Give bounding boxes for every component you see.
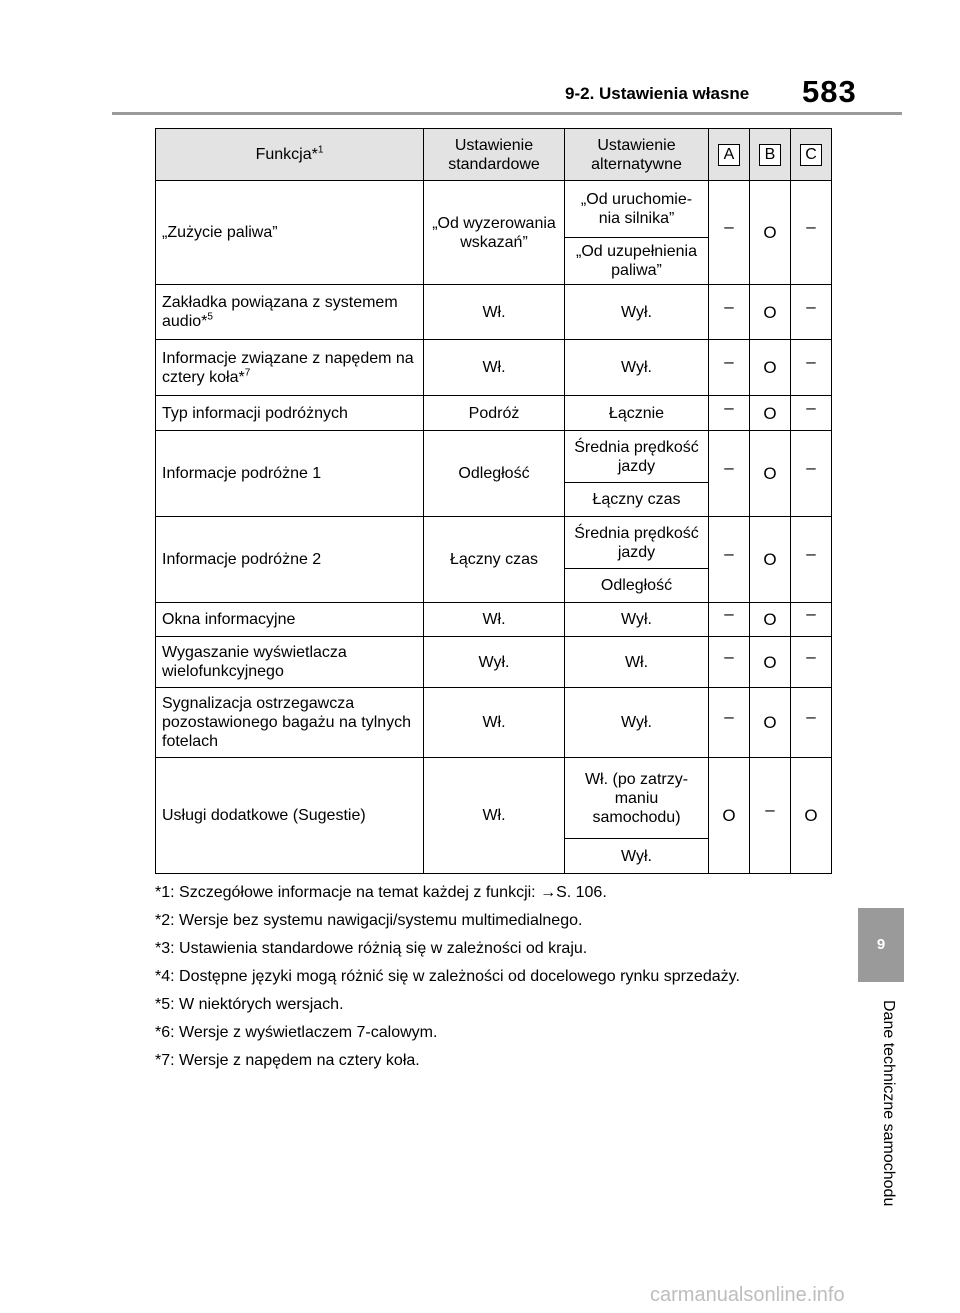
cell-function: „Zużycie paliwa” [156, 181, 424, 285]
cell-default: Wł. [424, 340, 565, 396]
cell-alternative: Wył. [565, 340, 709, 396]
cell-c: – [791, 431, 832, 517]
footnote: *5: W niektórych wersjach. [155, 996, 344, 1013]
cell-function: Informacje podróżne 2 [156, 517, 424, 603]
cell-alternative: Wył. [565, 603, 709, 637]
cell-function: Zakładka powiązana z systemem audio*$^5$ [156, 285, 424, 340]
cell-c: – [791, 637, 832, 688]
cell-b: O [750, 181, 791, 285]
cell-default: Wył. [424, 637, 565, 688]
table-row [156, 603, 832, 637]
cell-alternative: Wył. [565, 839, 709, 874]
cell-c: – [791, 517, 832, 603]
chapter-label: Dane techniczne samochodu [880, 1000, 897, 1207]
table-row [156, 431, 832, 483]
cell-alternative: Odległość [565, 569, 709, 603]
cell-b: O [750, 340, 791, 396]
cell-b: O [750, 285, 791, 340]
cell-default: Łączny czas [424, 517, 565, 603]
column-header-a: A [709, 129, 750, 181]
cell-alternative: Wł. [565, 637, 709, 688]
footnote: *4: Dostępne języki mogą różnić się w zależności od docelowego rynku sprzedaży. [155, 968, 740, 985]
cell-alternative: Wył. [565, 285, 709, 340]
footnote: *7: Wersje z napędem na cztery koła. [155, 1052, 420, 1069]
cell-alternative: Łączny czas [565, 483, 709, 517]
cell-b: – [750, 758, 791, 874]
cell-alternative: „Od uruchomie-nia silnika” [565, 181, 709, 238]
cell-b: O [750, 396, 791, 431]
cell-c: – [791, 396, 832, 431]
footnote: *2: Wersje bez systemu nawigacji/systemu multimedialnego. [155, 912, 583, 929]
cell-c: – [791, 285, 832, 340]
footnote: *3: Ustawienia standardowe różnią się w zależności od kraju. [155, 940, 588, 957]
table-row [156, 340, 832, 396]
cell-default: „Od wyzerowania wskazań” [424, 181, 565, 285]
cell-function: Okna informacyjne [156, 603, 424, 637]
cell-function: Informacje podróżne 1 [156, 431, 424, 517]
table-row [156, 758, 832, 839]
cell-a: – [709, 431, 750, 517]
cell-default: Wł. [424, 688, 565, 758]
cell-a: – [709, 340, 750, 396]
cell-b: O [750, 688, 791, 758]
cell-function: Typ informacji podróżnych [156, 396, 424, 431]
column-header-c: C [791, 129, 832, 181]
cell-a: O [709, 758, 750, 874]
cell-b: O [750, 603, 791, 637]
cell-alternative: „Od uzupełnienia paliwa” [565, 238, 709, 285]
cell-c: – [791, 688, 832, 758]
cell-b: O [750, 517, 791, 603]
table-row [156, 637, 832, 688]
cell-a: – [709, 603, 750, 637]
cell-alternative: Łącznie [565, 396, 709, 431]
cell-alternative: Wł. (po zatrzy-maniu samochodu) [565, 758, 709, 839]
cell-default: Wł. [424, 603, 565, 637]
footnotes [155, 882, 855, 1078]
cell-default: Podróż [424, 396, 565, 431]
settings-table [155, 128, 832, 874]
cell-default: Wł. [424, 758, 565, 874]
column-header-alternative: Ustawienie alternatywne [565, 129, 709, 181]
table-header-row [156, 129, 832, 181]
cell-a: – [709, 285, 750, 340]
cell-default: Wł. [424, 285, 565, 340]
cell-a: – [709, 181, 750, 285]
table-row [156, 285, 832, 340]
cell-alternative: Średnia prędkość jazdy [565, 431, 709, 483]
cell-a: – [709, 688, 750, 758]
table-row [156, 688, 832, 758]
cell-function: Sygnalizacja ostrzegawcza pozostawionego bagażu na tylnych fotelach [156, 688, 424, 758]
column-header-b: B [750, 129, 791, 181]
table-row [156, 181, 832, 238]
chapter-tab: 9 [858, 908, 904, 982]
cell-alternative: Wył. [565, 688, 709, 758]
watermark: carmanualsonline.info [650, 1284, 845, 1306]
column-header-default: Ustawienie standardowe [424, 129, 565, 181]
cell-a: – [709, 396, 750, 431]
footnote: *1: Szczegółowe informacje na temat każdej z funkcji: →S. 106. [155, 884, 607, 901]
table-row [156, 517, 832, 569]
cell-alternative: Średnia prędkość jazdy [565, 517, 709, 569]
cell-a: – [709, 637, 750, 688]
cell-function: Usługi dodatkowe (Sugestie) [156, 758, 424, 874]
table-row [156, 396, 832, 431]
column-header-function: Funkcja*$^1$ [156, 129, 424, 181]
cell-c: O [791, 758, 832, 874]
cell-b: O [750, 637, 791, 688]
cell-function: Informacje związane z napędem na cztery koła*$^7$ [156, 340, 424, 396]
header-divider [112, 112, 902, 115]
cell-c: – [791, 603, 832, 637]
cell-default: Odległość [424, 431, 565, 517]
cell-a: – [709, 517, 750, 603]
cell-c: – [791, 181, 832, 285]
page-number: 583 [802, 74, 857, 109]
section-title: 9-2. Ustawienia własne [565, 84, 750, 103]
cell-c: – [791, 340, 832, 396]
footnote: *6: Wersje z wyświetlaczem 7-calowym. [155, 1024, 438, 1041]
cell-b: O [750, 431, 791, 517]
cell-function: Wygaszanie wyświetlacza wielofunkcyjnego [156, 637, 424, 688]
